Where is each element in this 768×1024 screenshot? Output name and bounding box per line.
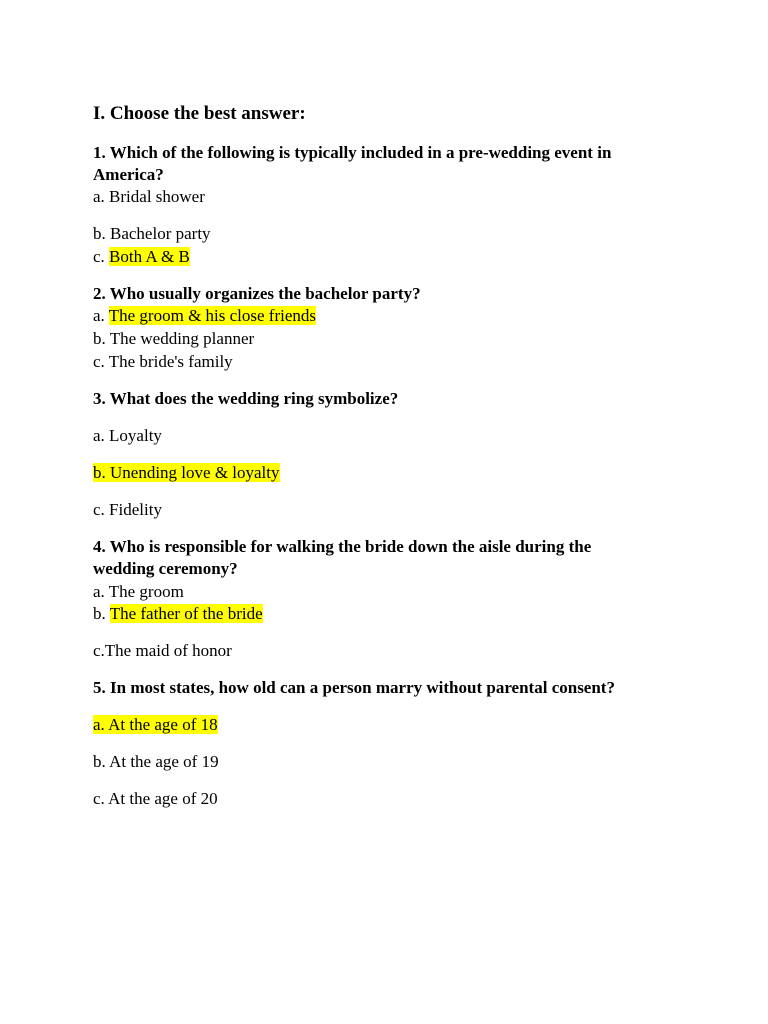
question-5-option-a bbox=[93, 714, 218, 736]
option-text-highlighted: a. At the age of 18 bbox=[93, 715, 218, 734]
question-2-option-c bbox=[93, 351, 233, 373]
question-2-line-1: 2. Who usually organizes the bachelor party? bbox=[93, 284, 421, 303]
question-4-option-c bbox=[93, 640, 232, 662]
option-prefix: c. bbox=[93, 352, 109, 371]
question-5-option-b bbox=[93, 751, 219, 773]
option-text: The groom bbox=[108, 582, 184, 601]
option-text-highlighted: Both A & B bbox=[109, 247, 190, 266]
option-text-highlighted: The groom & his close friends bbox=[108, 306, 317, 325]
question-5-line-1: 5. In most states, how old can a person marry without parental consent? bbox=[93, 678, 615, 697]
question-1-option-b bbox=[93, 223, 211, 245]
question-2-option-a bbox=[93, 305, 316, 327]
option-prefix: a. bbox=[93, 187, 110, 206]
option-text: Fidelity bbox=[109, 500, 162, 519]
option-prefix: a. bbox=[93, 306, 109, 325]
option-text: Bridal shower bbox=[109, 187, 205, 206]
question-4-option-a bbox=[93, 581, 184, 603]
option-text-highlighted: The father of the bride bbox=[109, 604, 263, 623]
question-1-line-2: America? bbox=[93, 165, 164, 184]
option-text: At the age of 19 bbox=[109, 752, 219, 771]
option-prefix: c. bbox=[93, 641, 105, 660]
option-prefix: c. bbox=[93, 500, 110, 519]
option-text: The maid of honor bbox=[104, 641, 232, 660]
question-4-line-1: 4. Who is responsible for walking the bride down the aisle during the bbox=[93, 537, 592, 556]
section-heading: I. Choose the best answer: bbox=[93, 103, 306, 124]
option-prefix: a. bbox=[93, 426, 110, 445]
option-text: Bachelor party bbox=[110, 224, 211, 243]
option-text: Loyalty bbox=[109, 426, 162, 445]
option-prefix: b. bbox=[93, 752, 110, 771]
question-1-option-a bbox=[93, 186, 205, 208]
question-3-option-c bbox=[93, 499, 162, 521]
question-4-line-2: wedding ceremony? bbox=[93, 559, 238, 578]
question-3-option-b bbox=[93, 462, 280, 484]
question-4-option-b bbox=[93, 603, 263, 625]
option-prefix: b. bbox=[93, 604, 110, 623]
question-1-option-c bbox=[93, 246, 190, 268]
option-prefix: b. bbox=[93, 329, 110, 348]
option-text: At the age of 20 bbox=[108, 789, 218, 808]
option-prefix: b. bbox=[93, 224, 110, 243]
question-2-option-b bbox=[93, 328, 254, 350]
option-text: The bride's family bbox=[108, 352, 233, 371]
question-3-line-1: 3. What does the wedding ring symbolize? bbox=[93, 389, 399, 408]
option-prefix: a. bbox=[93, 582, 109, 601]
option-text-highlighted: b. Unending love & loyalty bbox=[93, 463, 280, 482]
question-1-line-1: 1. Which of the following is typically included in a pre-wedding event in bbox=[93, 143, 612, 162]
question-5-option-c bbox=[93, 788, 218, 810]
option-text: The wedding planner bbox=[109, 329, 255, 348]
question-3-option-a bbox=[93, 425, 162, 447]
option-prefix: c. bbox=[93, 789, 109, 808]
option-prefix: c. bbox=[93, 247, 110, 266]
